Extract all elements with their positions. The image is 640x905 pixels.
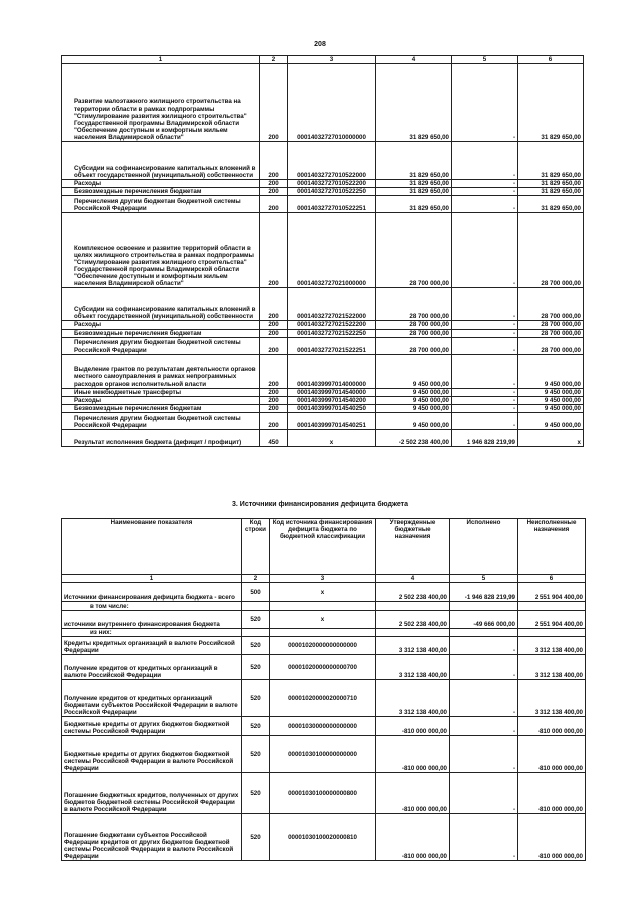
- cell-approved: 3 312 138 400,00: [376, 637, 450, 655]
- cell-code: 00014032727021522000: [288, 288, 376, 321]
- cell-line: [242, 602, 270, 611]
- cell-code: 00001020000000000700: [270, 655, 376, 680]
- table-row: [62, 430, 584, 447]
- number-row: [62, 575, 586, 583]
- cell-name: Расходы: [62, 180, 260, 188]
- cell-name: Кредиты кредитных организаций в валюте Российской Федерации: [62, 637, 242, 655]
- header-approved: Утвержденные бюджетные назначения: [376, 519, 450, 575]
- table-row: [62, 611, 586, 629]
- cell-approved: 31 829 650,00: [376, 188, 452, 196]
- cell-executed: -: [452, 404, 518, 412]
- cell-line: 520: [242, 637, 270, 655]
- cell-remaining: 28 700 000,00: [518, 213, 584, 288]
- cell-approved: 28 700 000,00: [376, 329, 452, 337]
- cell-line: 500: [242, 583, 270, 602]
- cell-name: Источники финансирования дефицита бюджета - всего: [62, 583, 242, 602]
- cell-remaining: 28 700 000,00: [518, 329, 584, 337]
- cell-executed: -: [450, 814, 518, 861]
- column-number: 4: [376, 575, 450, 583]
- cell-line: 520: [242, 773, 270, 814]
- cell-line: 200: [260, 142, 288, 180]
- column-number: 6: [518, 56, 584, 64]
- table-row: [62, 354, 584, 388]
- cell-code: [270, 602, 376, 611]
- cell-name: Погашение бюджетных кредитов, полученных от других бюджетов бюджетной системы Российской Федерации в валюте Российской Федерации: [62, 773, 242, 814]
- cell-line: 200: [260, 213, 288, 288]
- cell-code: 00001020000000000000: [270, 637, 376, 655]
- cell-executed: -: [452, 388, 518, 396]
- cell-approved: [376, 602, 450, 611]
- cell-line: 200: [260, 354, 288, 388]
- cell-executed: -: [450, 717, 518, 736]
- cell-code: 00014039997014540250: [288, 404, 376, 412]
- cell-line: 200: [260, 188, 288, 196]
- cell-remaining: 3 312 138 400,00: [518, 680, 586, 717]
- column-number: 4: [376, 56, 452, 64]
- cell-approved: -2 502 238 400,00: [376, 430, 452, 447]
- cell-code: 00014032727021522200: [288, 321, 376, 329]
- cell-executed: -: [452, 213, 518, 288]
- cell-remaining: 9 450 000,00: [518, 404, 584, 412]
- column-number: 5: [452, 56, 518, 64]
- cell-approved: 28 700 000,00: [376, 321, 452, 329]
- expenses-table: [61, 55, 584, 447]
- cell-name: Комплексное освоение и развитие территорий области в целях жилищного строительства в рамках подпрограммы "Стимулирование развития жилищного строительства" Государственной программы Владимирской области "Обеспечение доступным и комфортным жильем населения Владимирской области": [62, 213, 260, 288]
- cell-approved: 2 502 238 400,00: [376, 611, 450, 629]
- cell-remaining: x: [518, 430, 584, 447]
- cell-line: 200: [260, 180, 288, 188]
- cell-line: 200: [260, 329, 288, 337]
- cell-remaining: 28 700 000,00: [518, 337, 584, 354]
- cell-line: 520: [242, 814, 270, 861]
- cell-approved: 28 700 000,00: [376, 337, 452, 354]
- cell-remaining: 9 450 000,00: [518, 388, 584, 396]
- cell-code: 00001030000000000000: [270, 717, 376, 736]
- cell-name: из них:: [62, 629, 242, 637]
- cell-executed: -: [452, 329, 518, 337]
- cell-executed: -: [452, 142, 518, 180]
- cell-executed: -: [450, 680, 518, 717]
- cell-executed: [450, 602, 518, 611]
- table-row: [62, 655, 586, 680]
- table-row: [62, 142, 584, 180]
- cell-line: 200: [260, 388, 288, 396]
- table-row: [62, 288, 584, 321]
- cell-line: 520: [242, 736, 270, 773]
- cell-remaining: -810 000 000,00: [518, 773, 586, 814]
- cell-remaining: 31 829 650,00: [518, 196, 584, 213]
- cell-approved: [376, 629, 450, 637]
- cell-name: Расходы: [62, 321, 260, 329]
- cell-remaining: 28 700 000,00: [518, 288, 584, 321]
- cell-code: x: [270, 583, 376, 602]
- table-row: [62, 602, 586, 611]
- cell-approved: 9 450 000,00: [376, 413, 452, 430]
- cell-approved: -810 000 000,00: [376, 736, 450, 773]
- table-row: [62, 213, 584, 288]
- cell-approved: -810 000 000,00: [376, 773, 450, 814]
- table-row: [62, 180, 584, 188]
- cell-name: Иные межбюджетные трансферты: [62, 388, 260, 396]
- cell-executed: -: [452, 354, 518, 388]
- cell-name: Перечисления другим бюджетам бюджетной системы Российской Федерации: [62, 196, 260, 213]
- header-executed: Исполнено: [450, 519, 518, 575]
- cell-executed: -: [450, 655, 518, 680]
- cell-code: 00014032727021522251: [288, 337, 376, 354]
- table-row: [62, 413, 584, 430]
- cell-code: 00014032727021522250: [288, 329, 376, 337]
- column-number: 2: [260, 56, 288, 64]
- cell-code: 00014039997014540200: [288, 396, 376, 404]
- cell-approved: 9 450 000,00: [376, 404, 452, 412]
- cell-executed: -1 946 828 219,99: [450, 583, 518, 602]
- cell-code: 00014039997014540251: [288, 413, 376, 430]
- cell-approved: 31 829 650,00: [376, 142, 452, 180]
- section-title: 3. Источники финансирования дефицита бюджета: [232, 501, 408, 508]
- header-row: [62, 56, 584, 64]
- deficit-sources-table: [61, 518, 586, 861]
- cell-name: источники внутреннего финансирования бюджета: [62, 611, 242, 629]
- cell-executed: -: [452, 337, 518, 354]
- cell-code: 00001020000020000710: [270, 680, 376, 717]
- cell-code: 00014039997014000000: [288, 354, 376, 388]
- table-row: [62, 637, 586, 655]
- cell-approved: 31 829 650,00: [376, 196, 452, 213]
- cell-executed: -: [452, 288, 518, 321]
- cell-remaining: 2 551 904 400,00: [518, 583, 586, 602]
- column-number: 3: [288, 56, 376, 64]
- cell-executed: -: [452, 413, 518, 430]
- cell-executed: -: [450, 736, 518, 773]
- cell-code: x: [288, 430, 376, 447]
- cell-executed: -: [452, 180, 518, 188]
- cell-remaining: 3 312 138 400,00: [518, 655, 586, 680]
- header-code: Код источника финансирования дефицита бюджета по бюджетной классификации: [270, 519, 376, 575]
- cell-remaining: [518, 602, 586, 611]
- cell-name: Безвозмездные перечисления бюджетам: [62, 329, 260, 337]
- table-row: [62, 680, 586, 717]
- table-row: [62, 717, 586, 736]
- cell-executed: -: [452, 321, 518, 329]
- cell-line: 200: [260, 413, 288, 430]
- cell-approved: 28 700 000,00: [376, 213, 452, 288]
- cell-approved: 9 450 000,00: [376, 388, 452, 396]
- column-number: 3: [270, 575, 376, 583]
- cell-remaining: -810 000 000,00: [518, 717, 586, 736]
- cell-name: Выделение грантов по результатам деятельности органов местного самоуправления в рамках непрограммных расходов органов исполнительной власти: [62, 354, 260, 388]
- header-remaining: Неисполненные назначения: [518, 519, 586, 575]
- cell-remaining: 31 829 650,00: [518, 180, 584, 188]
- cell-approved: -810 000 000,00: [376, 717, 450, 736]
- cell-name: Перечисления другим бюджетам бюджетной системы Российской Федерации: [62, 337, 260, 354]
- cell-name: Результат исполнения бюджета (дефицит / профицит): [62, 430, 260, 447]
- cell-approved: -810 000 000,00: [376, 814, 450, 861]
- cell-remaining: 9 450 000,00: [518, 354, 584, 388]
- cell-remaining: [518, 629, 586, 637]
- cell-code: 00001030100000000800: [270, 773, 376, 814]
- cell-name: Бюджетные кредиты от других бюджетов бюджетной системы Российской Федерации: [62, 717, 242, 736]
- page-number: 208: [314, 41, 326, 48]
- cell-executed: -49 666 000,00: [450, 611, 518, 629]
- cell-name: Развитие малоэтажного жилищного строительства на территории области в рамках подпрограммы "Стимулирование развития жилищного строительства" Государственной программы Владимирской области "Обеспечение доступным и комфортным жильем населения Владимирской области": [62, 64, 260, 142]
- cell-code: 00001030100000000000: [270, 736, 376, 773]
- column-number: 1: [62, 575, 242, 583]
- cell-executed: 1 946 828 219,99: [452, 430, 518, 447]
- cell-executed: -: [452, 188, 518, 196]
- cell-name: Перечисления другим бюджетам бюджетной системы Российской Федерации: [62, 413, 260, 430]
- cell-name: Получение кредитов от кредитных организаций бюджетами субъектов Российской Федерации в валюте Российской Федерации: [62, 680, 242, 717]
- cell-remaining: -810 000 000,00: [518, 736, 586, 773]
- column-number: 6: [518, 575, 586, 583]
- header-line: Код строки: [242, 519, 270, 575]
- cell-line: 450: [260, 430, 288, 447]
- header-row: [62, 519, 586, 575]
- cell-name: Безвозмездные перечисления бюджетам: [62, 188, 260, 196]
- cell-remaining: 31 829 650,00: [518, 142, 584, 180]
- cell-line: 200: [260, 337, 288, 354]
- table-row: [62, 337, 584, 354]
- column-number: 2: [242, 575, 270, 583]
- table-row: [62, 583, 586, 602]
- table-row: [62, 329, 584, 337]
- cell-code: 00014032727021000000: [288, 213, 376, 288]
- cell-name: Субсидии на софинансирование капитальных вложений в объект государственной (муниципальной) собственности: [62, 142, 260, 180]
- table-row: [62, 404, 584, 412]
- cell-line: 200: [260, 396, 288, 404]
- cell-approved: 3 312 138 400,00: [376, 655, 450, 680]
- cell-line: [242, 629, 270, 637]
- table-row: [62, 773, 586, 814]
- cell-line: 520: [242, 611, 270, 629]
- table-row: [62, 321, 584, 329]
- cell-code: 00014032727010522200: [288, 180, 376, 188]
- cell-code: 00014032727010000000: [288, 64, 376, 142]
- cell-remaining: 9 450 000,00: [518, 396, 584, 404]
- cell-executed: -: [450, 773, 518, 814]
- table-row: [62, 736, 586, 773]
- cell-name: Расходы: [62, 396, 260, 404]
- cell-line: 520: [242, 655, 270, 680]
- cell-line: 520: [242, 680, 270, 717]
- cell-remaining: -810 000 000,00: [518, 814, 586, 861]
- cell-line: 200: [260, 288, 288, 321]
- cell-name: Субсидии на софинансирование капитальных вложений в объект государственной (муниципальной) собственности: [62, 288, 260, 321]
- cell-code: x: [270, 611, 376, 629]
- column-number: 1: [62, 56, 260, 64]
- cell-name: Безвозмездные перечисления бюджетам: [62, 404, 260, 412]
- table-row: [62, 196, 584, 213]
- table-row: [62, 814, 586, 861]
- header-name: Наименование показателя: [62, 519, 242, 575]
- cell-approved: 2 502 238 400,00: [376, 583, 450, 602]
- table-row: [62, 396, 584, 404]
- cell-remaining: 3 312 138 400,00: [518, 637, 586, 655]
- cell-code: 00014032727010522000: [288, 142, 376, 180]
- cell-remaining: 9 450 000,00: [518, 413, 584, 430]
- cell-line: 200: [260, 321, 288, 329]
- cell-code: 00014032727010522250: [288, 188, 376, 196]
- cell-code: 00001030100020000810: [270, 814, 376, 861]
- cell-name: Бюджетные кредиты от других бюджетов бюджетной системы Российской Федерации в валюте Российской Федерации: [62, 736, 242, 773]
- cell-approved: 3 312 138 400,00: [376, 680, 450, 717]
- cell-line: 200: [260, 404, 288, 412]
- table-row: [62, 629, 586, 637]
- cell-executed: -: [452, 396, 518, 404]
- cell-approved: 31 829 650,00: [376, 64, 452, 142]
- cell-remaining: 28 700 000,00: [518, 321, 584, 329]
- cell-remaining: 31 829 650,00: [518, 64, 584, 142]
- cell-executed: -: [452, 196, 518, 213]
- column-number: 5: [450, 575, 518, 583]
- cell-approved: 9 450 000,00: [376, 396, 452, 404]
- cell-name: Получение кредитов от кредитных организаций в валюте Российской Федерации: [62, 655, 242, 680]
- cell-name: Погашение бюджетами субъектов Российской Федерации кредитов от других бюджетов бюджетной системы Российской Федерации в валюте Российской Федерации: [62, 814, 242, 861]
- cell-remaining: 2 551 904 400,00: [518, 611, 586, 629]
- cell-line: 200: [260, 64, 288, 142]
- cell-line: 520: [242, 717, 270, 736]
- table-row: [62, 188, 584, 196]
- cell-code: [270, 629, 376, 637]
- table-row: [62, 64, 584, 142]
- cell-line: 200: [260, 196, 288, 213]
- cell-name: в том числе:: [62, 602, 242, 611]
- cell-executed: -: [452, 64, 518, 142]
- cell-code: 00014032727010522251: [288, 196, 376, 213]
- table-row: [62, 388, 584, 396]
- cell-remaining: 31 829 650,00: [518, 188, 584, 196]
- cell-code: 00014039997014540000: [288, 388, 376, 396]
- cell-approved: 28 700 000,00: [376, 288, 452, 321]
- cell-executed: [450, 629, 518, 637]
- cell-approved: 31 829 650,00: [376, 180, 452, 188]
- cell-approved: 9 450 000,00: [376, 354, 452, 388]
- cell-executed: -: [450, 637, 518, 655]
